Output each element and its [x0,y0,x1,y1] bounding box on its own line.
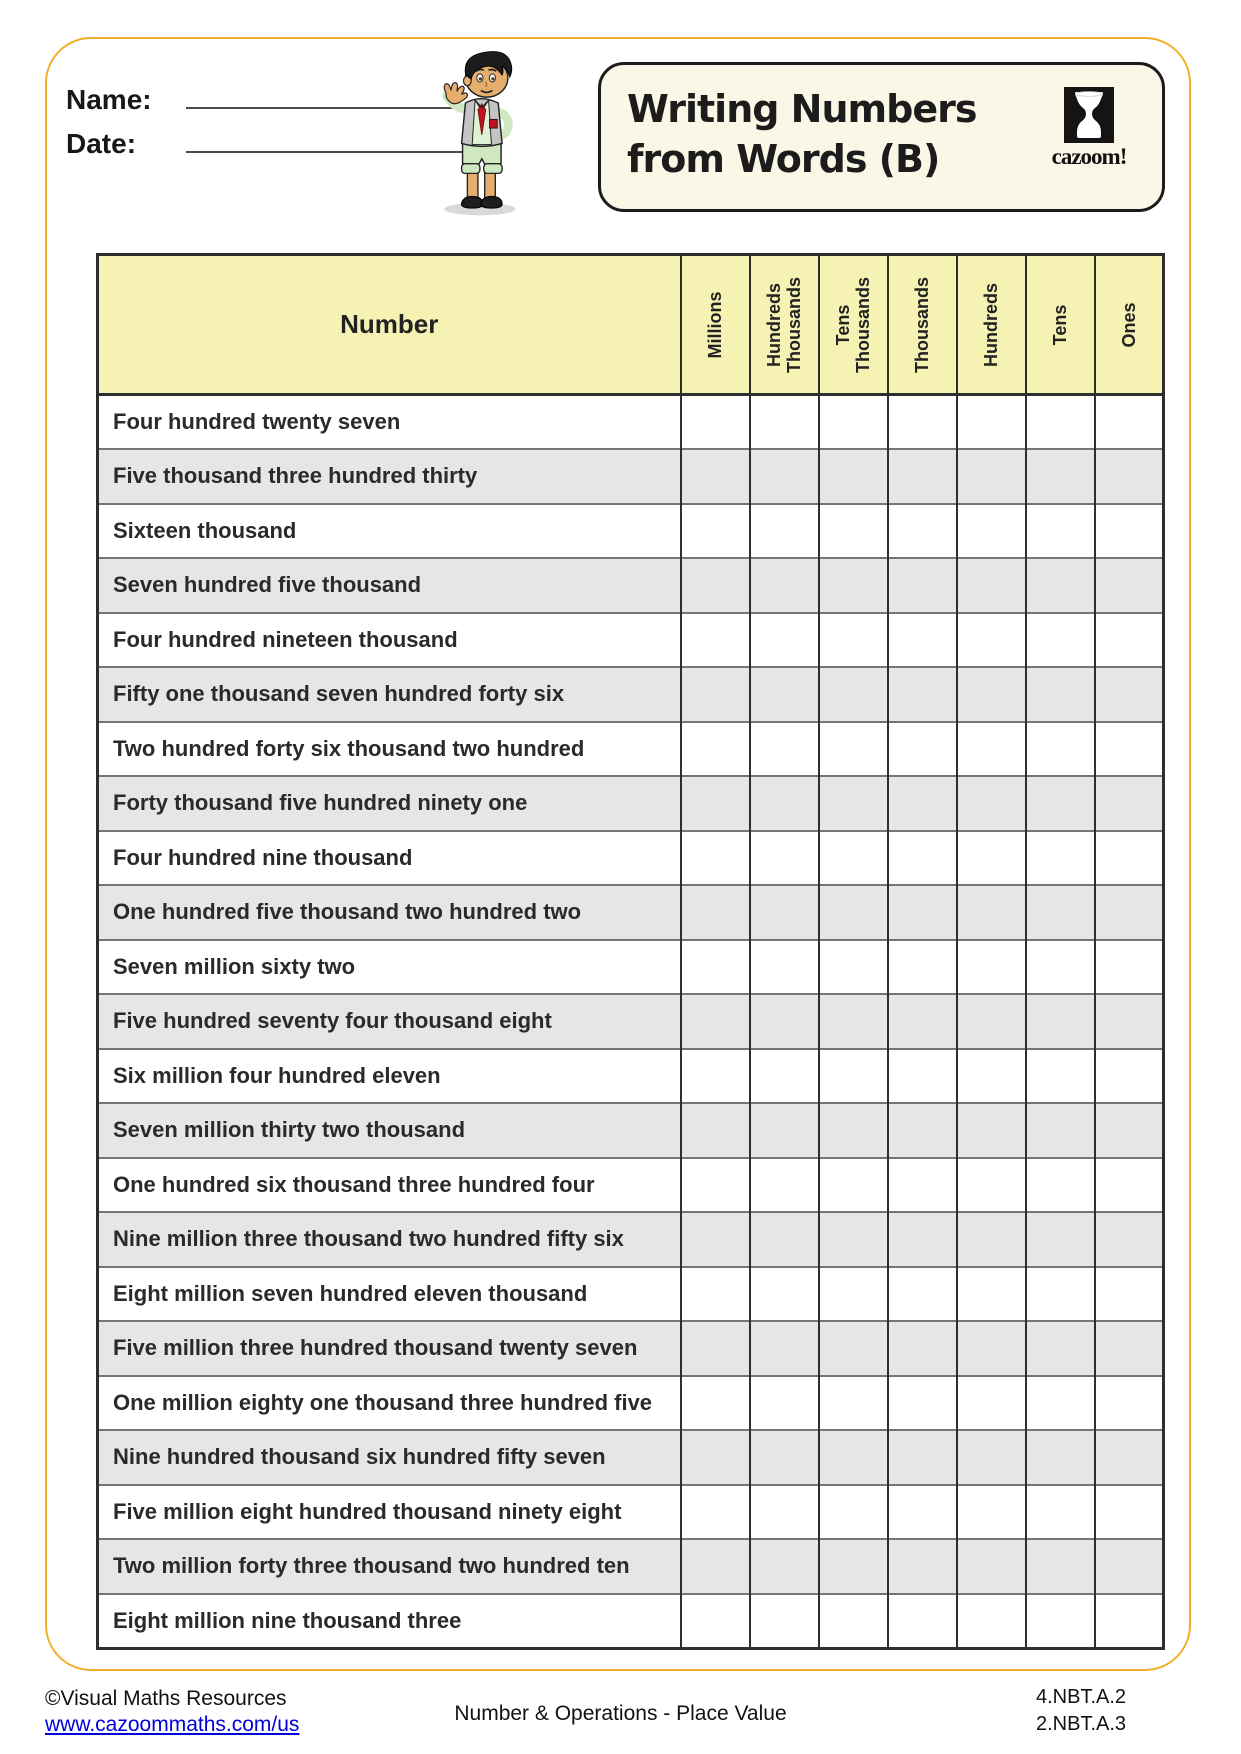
cazoom-logo-text: cazoom! [1051,144,1127,169]
answer-cell-ones[interactable] [1095,1049,1164,1104]
number-words-cell: Five million three hundred thousand twenty seven [98,1321,681,1376]
answer-cell-tens-thousands[interactable] [819,1321,888,1376]
answer-cell-thousands[interactable] [888,449,957,504]
copyright-text: ©Visual Maths Resources [45,1687,287,1710]
answer-cell-ones[interactable] [1095,722,1164,777]
date-input-line[interactable] [186,149,464,153]
number-words-cell: Two million forty three thousand two hundred ten [98,1539,681,1594]
answer-cell-millions[interactable] [681,885,750,940]
answer-cell-millions[interactable] [681,1267,750,1322]
answer-cell-tens[interactable] [1026,558,1095,613]
answer-cell-tens-thousands[interactable] [819,1594,888,1649]
number-words-cell: Five hundred seventy four thousand eight [98,994,681,1049]
answer-cell-tens[interactable] [1026,1430,1095,1485]
answer-cell-thousands[interactable] [888,831,957,886]
table-row [98,558,1164,613]
cazoom-logo [1042,87,1136,170]
answer-cell-hundreds[interactable] [957,1267,1026,1322]
answer-cell-thousands[interactable] [888,1212,957,1267]
number-column-header: Number [98,255,681,395]
answer-cell-ones[interactable] [1095,1321,1164,1376]
answer-cell-hundreds-thousands[interactable] [750,1321,819,1376]
answer-cell-ones[interactable] [1095,1430,1164,1485]
column-header-label: Tens [1050,304,1070,345]
answer-cell-thousands[interactable] [888,1267,957,1322]
table-header-row [98,255,1164,395]
answer-cell-tens[interactable] [1026,449,1095,504]
answer-cell-hundreds-thousands[interactable] [750,1103,819,1158]
answer-cell-thousands[interactable] [888,1049,957,1104]
table-row [98,504,1164,559]
column-header-millions [681,255,750,395]
answer-cell-thousands[interactable] [888,395,957,450]
answer-cell-millions[interactable] [681,1103,750,1158]
answer-cell-thousands[interactable] [888,994,957,1049]
answer-cell-tens[interactable] [1026,1103,1095,1158]
number-words-cell: Fifty one thousand seven hundred forty six [98,667,681,722]
answer-cell-tens-thousands[interactable] [819,558,888,613]
answer-cell-hundreds-thousands[interactable] [750,1539,819,1594]
answer-cell-tens[interactable] [1026,940,1095,995]
answer-cell-tens-thousands[interactable] [819,1103,888,1158]
table-row [98,449,1164,504]
answer-cell-hundreds[interactable] [957,613,1026,668]
answer-cell-millions[interactable] [681,1594,750,1649]
answer-cell-ones[interactable] [1095,1539,1164,1594]
answer-cell-hundreds[interactable] [957,558,1026,613]
answer-cell-tens[interactable] [1026,1212,1095,1267]
column-header-tens-thousands [819,255,888,395]
answer-cell-hundreds-thousands[interactable] [750,831,819,886]
answer-cell-ones[interactable] [1095,1103,1164,1158]
number-words-cell: Eight million seven hundred eleven thousand [98,1267,681,1322]
number-words-cell: Four hundred twenty seven [98,395,681,450]
answer-cell-hundreds[interactable] [957,667,1026,722]
answer-cell-millions[interactable] [681,1212,750,1267]
answer-cell-tens-thousands[interactable] [819,776,888,831]
answer-cell-hundreds-thousands[interactable] [750,504,819,559]
answer-cell-ones[interactable] [1095,1376,1164,1431]
answer-cell-hundreds-thousands[interactable] [750,613,819,668]
answer-cell-tens-thousands[interactable] [819,449,888,504]
answer-cell-hundreds-thousands[interactable] [750,558,819,613]
answer-cell-thousands[interactable] [888,1539,957,1594]
name-row [66,84,464,128]
answer-cell-hundreds[interactable] [957,1103,1026,1158]
number-words-cell: One million eighty one thousand three hundred five [98,1376,681,1431]
answer-cell-tens[interactable] [1026,1049,1095,1104]
answer-cell-hundreds[interactable] [957,1158,1026,1213]
answer-cell-hundreds[interactable] [957,1485,1026,1540]
number-words-cell: One hundred five thousand two hundred two [98,885,681,940]
table-row [98,1267,1164,1322]
answer-cell-tens[interactable] [1026,994,1095,1049]
answer-cell-hundreds[interactable] [957,1539,1026,1594]
standard-code-1: 4.NBT.A.2 [1036,1686,1127,1708]
answer-cell-millions[interactable] [681,1430,750,1485]
answer-cell-tens-thousands[interactable] [819,613,888,668]
table-row [98,885,1164,940]
table-row [98,1430,1164,1485]
answer-cell-ones[interactable] [1095,940,1164,995]
answer-cell-hundreds[interactable] [957,1430,1026,1485]
answer-cell-thousands[interactable] [888,558,957,613]
worksheet-title [627,84,976,184]
answer-cell-thousands[interactable] [888,667,957,722]
answer-cell-millions[interactable] [681,1539,750,1594]
answer-cell-thousands[interactable] [888,776,957,831]
answer-cell-thousands[interactable] [888,940,957,995]
table-row [98,1539,1164,1594]
footer-standards [1036,1684,1126,1738]
answer-cell-tens-thousands[interactable] [819,722,888,777]
answer-cell-hundreds-thousands[interactable] [750,1594,819,1649]
place-value-table-wrap [96,253,1165,1650]
answer-cell-tens-thousands[interactable] [819,667,888,722]
answer-cell-tens[interactable] [1026,885,1095,940]
table-row [98,722,1164,777]
answer-cell-hundreds-thousands[interactable] [750,885,819,940]
answer-cell-tens-thousands[interactable] [819,1376,888,1431]
answer-cell-thousands[interactable] [888,1321,957,1376]
table-row [98,613,1164,668]
answer-cell-hundreds[interactable] [957,722,1026,777]
answer-cell-tens-thousands[interactable] [819,994,888,1049]
answer-cell-tens-thousands[interactable] [819,940,888,995]
student-cartoon-illustration [424,42,530,218]
answer-cell-thousands[interactable] [888,1376,957,1431]
answer-cell-millions[interactable] [681,831,750,886]
answer-cell-tens-thousands[interactable] [819,1212,888,1267]
footer-topic: Number & Operations - Place Value [454,1702,787,1725]
answer-cell-thousands[interactable] [888,1485,957,1540]
table-row [98,831,1164,886]
answer-cell-hundreds-thousands[interactable] [750,1212,819,1267]
answer-cell-tens-thousands[interactable] [819,1430,888,1485]
answer-cell-tens[interactable] [1026,1485,1095,1540]
number-words-cell: Forty thousand five hundred ninety one [98,776,681,831]
answer-cell-tens-thousands[interactable] [819,1049,888,1104]
number-words-cell: Seven hundred five thousand [98,558,681,613]
column-header-tens [1026,255,1095,395]
answer-cell-millions[interactable] [681,504,750,559]
name-label: Name: [66,84,152,115]
answer-cell-ones[interactable] [1095,1158,1164,1213]
answer-cell-millions[interactable] [681,994,750,1049]
answer-cell-tens-thousands[interactable] [819,885,888,940]
answer-cell-tens-thousands[interactable] [819,504,888,559]
answer-cell-millions[interactable] [681,558,750,613]
answer-cell-hundreds-thousands[interactable] [750,395,819,450]
answer-cell-hundreds-thousands[interactable] [750,1158,819,1213]
table-row [98,1103,1164,1158]
title-line-2: from Words (B) [627,137,940,181]
answer-cell-ones[interactable] [1095,1594,1164,1649]
table-row [98,1485,1164,1540]
answer-cell-hundreds[interactable] [957,1594,1026,1649]
table-row [98,994,1164,1049]
answer-cell-hundreds[interactable] [957,1049,1026,1104]
answer-cell-hundreds-thousands[interactable] [750,1430,819,1485]
column-header-label: Tens Thousands [833,276,873,373]
answer-cell-ones[interactable] [1095,1485,1164,1540]
answer-cell-thousands[interactable] [888,1430,957,1485]
answer-cell-millions[interactable] [681,776,750,831]
table-row [98,395,1164,450]
number-words-cell: Sixteen thousand [98,504,681,559]
answer-cell-tens[interactable] [1026,831,1095,886]
date-row [66,128,464,172]
answer-cell-tens[interactable] [1026,1158,1095,1213]
answer-cell-hundreds-thousands[interactable] [750,1485,819,1540]
date-label: Date: [66,128,137,159]
name-input-line[interactable] [186,105,464,109]
answer-cell-ones[interactable] [1095,885,1164,940]
column-header-label: Thousands [912,276,932,373]
answer-cell-thousands[interactable] [888,613,957,668]
answer-cell-hundreds-thousands[interactable] [750,1267,819,1322]
answer-cell-ones[interactable] [1095,1212,1164,1267]
column-header-ones [1095,255,1164,395]
answer-cell-tens[interactable] [1026,1376,1095,1431]
worksheet-table-body [98,395,1164,1649]
answer-cell-millions[interactable] [681,1321,750,1376]
standard-code-2: 2.NBT.A.3 [1036,1713,1127,1735]
answer-cell-millions[interactable] [681,1376,750,1431]
table-row [98,1158,1164,1213]
answer-cell-hundreds-thousands[interactable] [750,722,819,777]
number-words-cell: Five million eight hundred thousand ninety eight [98,1485,681,1540]
answer-cell-thousands[interactable] [888,1594,957,1649]
answer-cell-hundreds[interactable] [957,885,1026,940]
answer-cell-ones[interactable] [1095,613,1164,668]
answer-cell-hundreds[interactable] [957,395,1026,450]
number-words-cell: Seven million sixty two [98,940,681,995]
answer-cell-ones[interactable] [1095,776,1164,831]
number-words-cell: Six million four hundred eleven [98,1049,681,1104]
answer-cell-tens-thousands[interactable] [819,1158,888,1213]
answer-cell-tens-thousands[interactable] [819,831,888,886]
answer-cell-hundreds[interactable] [957,449,1026,504]
answer-cell-millions[interactable] [681,1158,750,1213]
answer-cell-hundreds-thousands[interactable] [750,776,819,831]
column-header-label: Millions [705,291,725,358]
number-words-cell: Nine hundred thousand six hundred fifty seven [98,1430,681,1485]
answer-cell-ones[interactable] [1095,449,1164,504]
answer-cell-thousands[interactable] [888,722,957,777]
answer-cell-tens[interactable] [1026,1321,1095,1376]
answer-cell-ones[interactable] [1095,558,1164,613]
place-value-table [96,253,1165,1650]
answer-cell-thousands[interactable] [888,1158,957,1213]
answer-cell-ones[interactable] [1095,994,1164,1049]
answer-cell-tens[interactable] [1026,776,1095,831]
answer-cell-tens[interactable] [1026,613,1095,668]
table-row [98,1049,1164,1104]
answer-cell-millions[interactable] [681,395,750,450]
answer-cell-ones[interactable] [1095,504,1164,559]
column-header-hundreds [957,255,1026,395]
answer-cell-hundreds-thousands[interactable] [750,1376,819,1431]
answer-cell-millions[interactable] [681,1049,750,1104]
answer-cell-hundreds[interactable] [957,940,1026,995]
number-words-cell: Four hundred nineteen thousand [98,613,681,668]
column-header-label: Ones [1118,301,1139,348]
table-row [98,1321,1164,1376]
worksheet-title-box [598,62,1165,212]
answer-cell-tens-thousands[interactable] [819,1485,888,1540]
answer-cell-millions[interactable] [681,667,750,722]
answer-cell-ones[interactable] [1095,831,1164,886]
answer-cell-hundreds[interactable] [957,1376,1026,1431]
answer-cell-tens[interactable] [1026,1539,1095,1594]
table-row [98,1376,1164,1431]
number-words-cell: Eight million nine thousand three [98,1594,681,1649]
number-words-cell: Nine million three thousand two hundred fifty six [98,1212,681,1267]
answer-cell-hundreds[interactable] [957,1212,1026,1267]
answer-cell-tens-thousands[interactable] [819,1539,888,1594]
table-row [98,940,1164,995]
column-header-label: Hundreds [981,282,1001,367]
answer-cell-millions[interactable] [681,940,750,995]
answer-cell-tens[interactable] [1026,504,1095,559]
answer-cell-hundreds[interactable] [957,831,1026,886]
number-words-cell: Seven million thirty two thousand [98,1103,681,1158]
column-header-hundreds-thousands [750,255,819,395]
answer-cell-tens[interactable] [1026,722,1095,777]
answer-cell-thousands[interactable] [888,504,957,559]
answer-cell-ones[interactable] [1095,1267,1164,1322]
number-words-cell: Five thousand three hundred thirty [98,449,681,504]
answer-cell-hundreds[interactable] [957,994,1026,1049]
number-words-cell: Four hundred nine thousand [98,831,681,886]
answer-cell-millions[interactable] [681,449,750,504]
title-line-1: Writing Numbers [627,87,977,131]
answer-cell-millions[interactable] [681,613,750,668]
answer-cell-thousands[interactable] [888,1103,957,1158]
table-row [98,667,1164,722]
number-words-cell: One hundred six thousand three hundred four [98,1158,681,1213]
answer-cell-hundreds-thousands[interactable] [750,1049,819,1104]
answer-cell-tens[interactable] [1026,1267,1095,1322]
answer-cell-tens-thousands[interactable] [819,1267,888,1322]
answer-cell-millions[interactable] [681,1485,750,1540]
column-header-thousands [888,255,957,395]
answer-cell-ones[interactable] [1095,395,1164,450]
table-row [98,1594,1164,1649]
table-row [98,776,1164,831]
answer-cell-ones[interactable] [1095,667,1164,722]
answer-cell-tens[interactable] [1026,1594,1095,1649]
answer-cell-tens[interactable] [1026,667,1095,722]
table-row [98,1212,1164,1267]
answer-cell-tens-thousands[interactable] [819,395,888,450]
student-id-block [66,84,464,172]
answer-cell-hundreds-thousands[interactable] [750,994,819,1049]
answer-cell-hundreds-thousands[interactable] [750,667,819,722]
djembe-drum-icon [1064,87,1114,143]
answer-cell-thousands[interactable] [888,885,957,940]
answer-cell-hundreds[interactable] [957,1321,1026,1376]
answer-cell-millions[interactable] [681,722,750,777]
column-header-label: Hundreds Thousands [764,276,804,373]
answer-cell-hundreds-thousands[interactable] [750,940,819,995]
number-words-cell: Two hundred forty six thousand two hundred [98,722,681,777]
answer-cell-hundreds[interactable] [957,504,1026,559]
answer-cell-tens[interactable] [1026,395,1095,450]
answer-cell-hundreds[interactable] [957,776,1026,831]
answer-cell-hundreds-thousands[interactable] [750,449,819,504]
website-link[interactable]: www.cazoommaths.com/us [45,1713,300,1736]
